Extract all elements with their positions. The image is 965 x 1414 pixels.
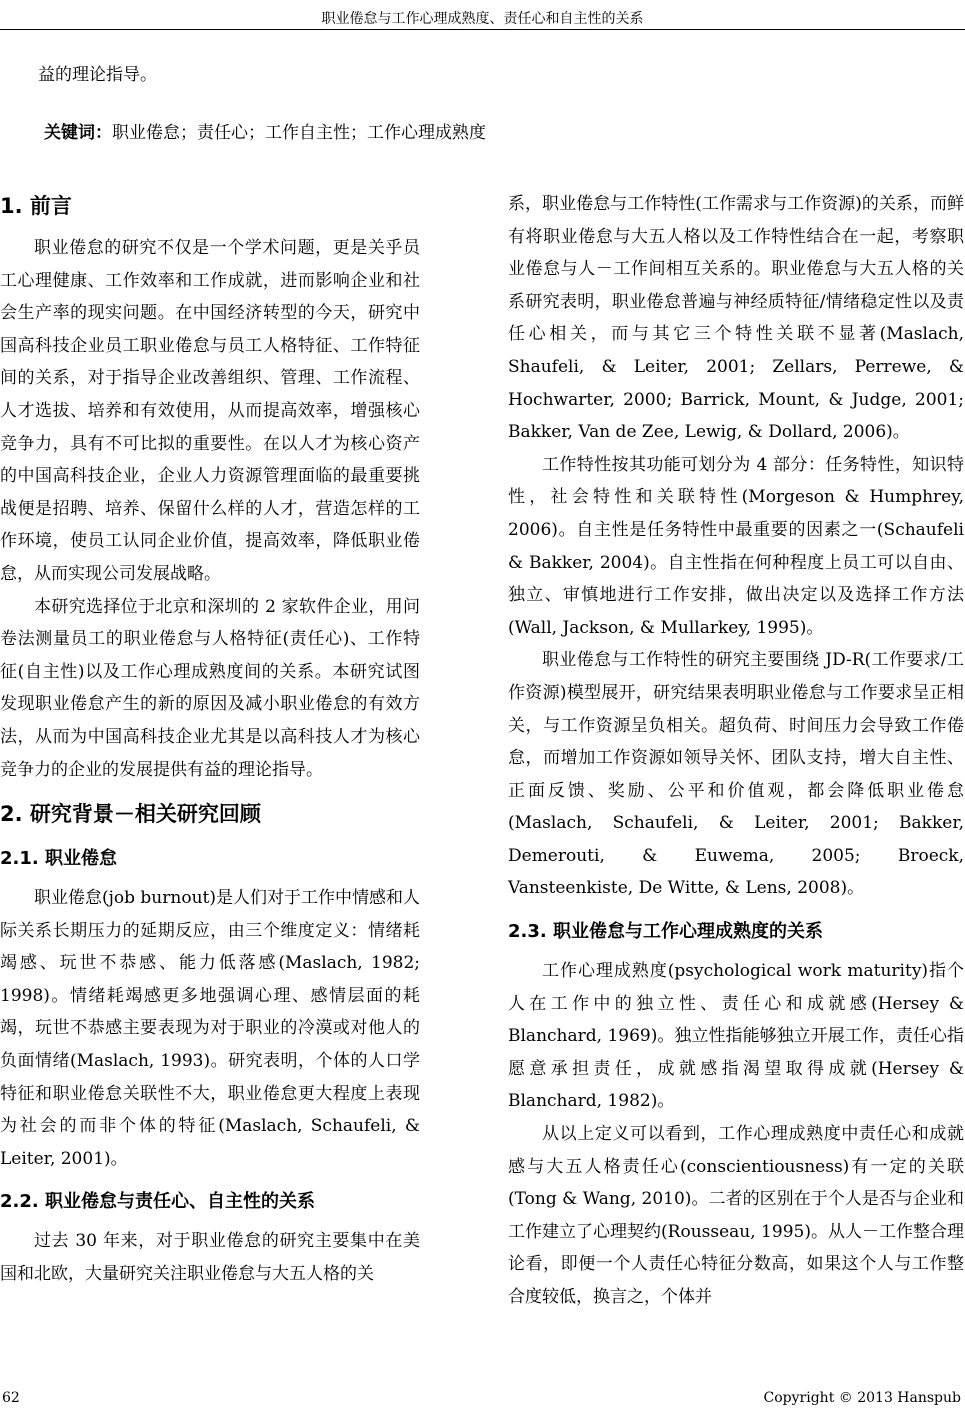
copyright-notice: Copyright © 2013 Hanspub	[763, 1390, 961, 1406]
s22-paragraph-2: 工作特性按其功能可划分为 4 部分：任务特性，知识特性，社会特性和关联特性(Morgeson & Humphrey, 2006)。自主性是任务特性中最重要的因素之一(Schaufeli & Bakker, 2004)。自主性指在何种程度上员工可以自由、独立、审慎地进行工作安排，做出决定以及选择工作方法(Wall, Jackson, & Mullarkey, 1995)。	[508, 454, 964, 638]
s22-paragraph-3: 职业倦怠与工作特性的研究主要围绕 JD-R(工作要求/工作资源)模型展开，研究结果表明职业倦怠与工作要求呈正相关，与工作资源呈负相关。超负荷、时间压力会导致工作倦怠，而增加工作资源如领导关怀、团队支持，增大自主性、正面反馈、奖励、公平和价值观，都会降低职业倦怠(Maslach, Schaufeli, & Leiter, 2001; Bakker, Demerouti, & Euwema, 2005; Broeck, Vansteenkiste, De Witte, & Lens, 2008)。	[508, 650, 964, 899]
right-column	[508, 188, 964, 1314]
subsection-heading-2-2: 2.2. 职业倦怠与责任心、自主性的关系	[0, 1191, 315, 1213]
page-number: 62	[2, 1390, 20, 1406]
abstract-tail: 益的理论指导。	[38, 65, 157, 85]
s21-paragraph-1: 职业倦怠(job burnout)是人们对于工作中情感和人际关系长期压力的延期反应，由三个维度定义：情绪耗竭感、玩世不恭感、能力低落感(Maslach, 1982; 1998)。情绪耗竭感更多地强调心理、感情层面的耗竭，玩世不恭感主要表现为对于职业的冷漠或对他人的负面情绪(Maslach, 1993)。研究表明，个体的人口学特征和职业倦怠关联性不大，职业倦怠更大程度上表现为社会的而非个体的特征(Maslach, Schaufeli, & Leiter, 2001)。	[0, 888, 420, 1169]
running-title: 职业倦怠与工作心理成熟度、责任心和自主性的关系	[321, 11, 644, 27]
section-heading-intro: 1. 前言	[0, 194, 72, 218]
s22-paragraph-1-continued: 系，职业倦怠与工作特性(工作需求与工作资源)的关系，而鲜有将职业倦怠与大五人格以及工作特性结合在一起，考察职业倦怠与人－工作间相互关系的。职业倦怠与大五人格的关系研究表明，职业倦怠普遍与神经质特征/情绪稳定性以及责任心相关，而与其它三个特性关联不显著(Maslach, Shaufeli, & Leiter, 2001; Zellars, Perrewe, & Hochwarter, 2000; Barrick, Mount, & Judge, 2001; Bakker, Van de Zee, Lewig, & Dollard, 2006)。	[508, 194, 964, 443]
s22-paragraph-1: 过去 30 年来，对于职业倦怠的研究主要集中在美国和北欧，大量研究关注职业倦怠与大五人格的关	[0, 1231, 420, 1285]
header-rule	[0, 29, 965, 30]
s23-paragraph-2: 从以上定义可以看到，工作心理成熟度中责任心和成就感与大五人格责任心(conscientiousness)有一定的关联(Tong & Wang, 2010)。二者的区别在于个人是否与企业和工作建立了心理契约(Rousseau, 1995)。从人－工作整合理论看，即便一个人责任心特征分数高，如果这个人与工作整合度较低，换言之，个体并	[508, 1124, 964, 1307]
intro-paragraph-2: 本研究选择位于北京和深圳的 2 家软件企业，用问卷法测量员工的职业倦怠与人格特征(责任心)、工作特征(自主性)以及工作心理成熟度间的关系。本研究试图发现职业倦怠产生的新的原因及减小职业倦怠的有效方法，从而为中国高科技企业尤其是以高科技人才为核心竞争力的企业的发展提供有益的理论指导。	[0, 596, 420, 780]
keywords	[44, 118, 486, 143]
keywords-label: 关键词：	[44, 123, 112, 143]
subsection-heading-2-1: 2.1. 职业倦怠	[0, 848, 117, 870]
keywords-text: 职业倦怠；责任心；工作自主性；工作心理成熟度	[112, 123, 486, 143]
left-column	[0, 188, 420, 1291]
section-heading-background: 2. 研究背景－相关研究回顾	[0, 802, 261, 827]
s23-paragraph-1: 工作心理成熟度(psychological work maturity)指个人在工作中的独立性、责任心和成就感(Hersey & Blanchard, 1969)。独立性指能够独立开展工作，责任心指愿意承担责任，成就感指渴望取得成就(Hersey & Blanchard, 1982)。	[508, 961, 964, 1112]
subsection-heading-2-3: 2.3. 职业倦怠与工作心理成熟度的关系	[508, 921, 823, 943]
intro-paragraph-1: 职业倦怠的研究不仅是一个学术问题，更是关乎员工心理健康、工作效率和工作成就，进而影响企业和社会生产率的现实问题。在中国经济转型的今天，研究中国高科技企业员工职业倦怠与员工人格特征、工作特征间的关系，对于指导企业改善组织、管理、工作流程、人才选拔、培养和有效使用，从而提高效率，增强核心竞争力，具有不可比拟的重要性。在以人才为核心资产的中国高科技企业，企业人力资源管理面临的最重要挑战便是招聘、培养、保留什么样的人才，营造怎样的工作环境，使员工认同企业价值，提高效率，降低职业倦怠，从而实现公司发展战略。	[0, 238, 420, 584]
